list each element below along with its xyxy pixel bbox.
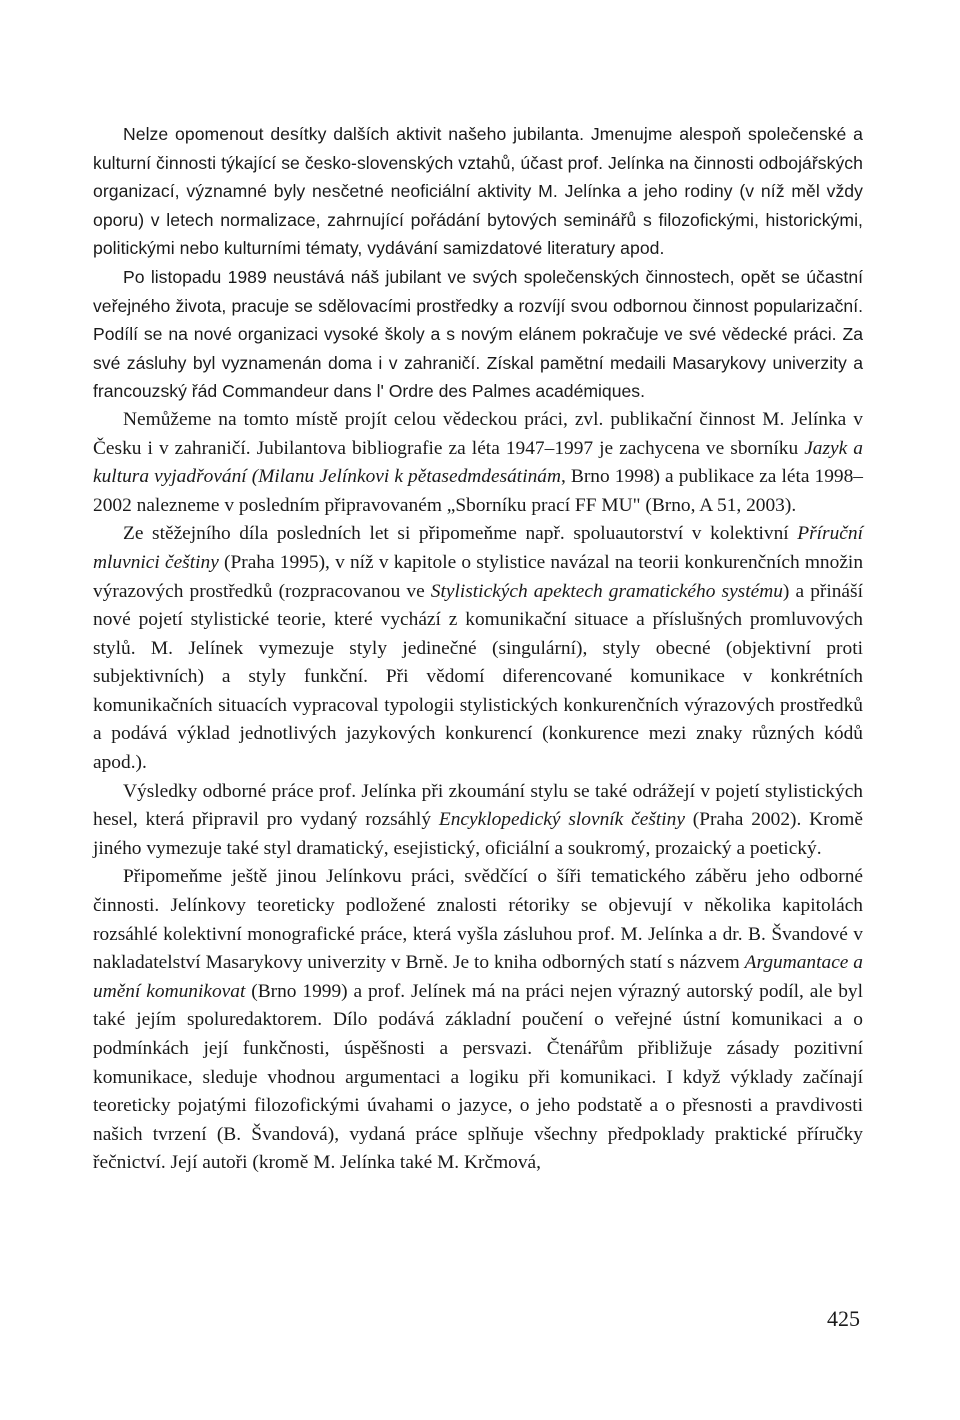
paragraph	[93, 520, 863, 777]
italic-title-text: Argumantace a umění komunikovat	[93, 952, 864, 1002]
paragraph-text: Výsledky odborné práce prof. Jelínka při zkoumání stylu se také odrážejí v pojetí stylistických hesel, která připravil pro vydaný rozsáhlý	[93, 780, 863, 831]
paragraph	[93, 863, 863, 1178]
paragraph-text: Po listopadu 1989 neustává náš jubilant ve svých společenských činnostech, opět se účastní veřejného života, pracuje se sdělovacími prostředky a rozvíjí svou odbornou činnost popularizační. Podílí se na nové organizaci vysoké školy a s novým elánem pokračuje ve své vědecké práci. Za své zásluhy byl vyznamenán doma i v zahraničí. Získal pamětní medaili Masarykovy univerzity a francouzský řád Commandeur dans l' Ordre des Palmes académiques.	[93, 266, 863, 402]
paragraph	[93, 120, 863, 263]
italic-title-text: Stylistických apektech gramatického systému	[430, 580, 783, 602]
italic-title-text: Příruční mluvnici češtiny	[93, 523, 863, 573]
paragraph	[93, 406, 863, 520]
paragraph-text: ) a přináší nové pojetí stylistické teorie, které vychází z komunikační situace a příslušných promluvových stylů. M. Jelínek vymezuje styly jedinečné (singulární), styly obecné (objektivní proti subjektivních) a styly funkční. Při vědomí diferencované komunikace v konkrétních komunikačních situacích vypracoval typologii stylistických konkurenčních výrazových prostředků a podává výklad jednotlivých jazykových konkurencí (konkurence mezi znaky různých kódů apod.).	[93, 580, 863, 774]
paragraph-text: , Brno 1998) a publikace za léta 1998–2002 nalezneme v posledním připravovaném „Sborníku prací FF MU" (Brno, A 51, 2003).	[93, 466, 863, 516]
paragraph-text: Nemůžeme na tomto místě projít celou vědeckou práci, zvl. publikační činnost M. Jelínka v Česku i v zahraničí. Jubilantova bibliografie za léta 1947–1997 je zachycena ve sborníku	[93, 408, 863, 459]
paragraph-text: Připomeňme ještě jinou Jelínkovu práci, svědčící o šíři tematického záběru jeho odborné činnosti. Jelínkovy teoreticky podložené znalosti rétoriky se objevují v několika kapitolách rozsáhlé kolektivní monografické práce, která vyšla zásluhou prof. M. Jelínka a dr. B. Švandové v nakladatelství Masarykovy univerzity v Brně. Je to kniha odborných statí s názvem	[93, 866, 863, 974]
paragraph-text: Nelze opomenout desítky dalších aktivit našeho jubilanta. Jmenujme alespoň společenské a kulturní činnosti týkající se česko-slovenských vztahů, účast prof. Jelínka na činnosti odbojářských organizací, významné byly nesčetné neoficiální aktivity M. Jelínka a jeho rodiny (v níž měl vždy oporu) v letech normalizace, zahrnující pořádání bytových seminářů s filozofickými, historickými, politickými nebo kulturními tématy, vydávání samizdatové literatury apod.	[93, 124, 863, 259]
paragraph	[93, 263, 863, 406]
paragraph	[93, 778, 863, 864]
paragraph-text: (Praha 2002). Kromě jiného vymezuje také styl dramatický, esejistický, oficiální a soukromý, prozaický a poetický.	[93, 809, 864, 859]
document-body	[93, 120, 863, 1178]
italic-title-text: Encyklopedický slovník češtiny	[438, 809, 685, 831]
page-number: 425	[827, 1306, 860, 1331]
italic-title-text: Jazyk a kultura vyjadřování (Milanu Jelínkovi k pětasedmdesátinám	[93, 437, 863, 488]
paragraph-text: (Praha 1995), v níž v kapitole o stylistice navázal na teorii konkurenčních množin výrazových prostředků (rozpracovanou ve	[93, 551, 864, 602]
paragraph-text: (Brno 1999) a prof. Jelínek má na práci nejen výrazný autorský podíl, ale byl také jejím spoluredaktorem. Dílo podává základní poučení o veřejné ústní komunikaci a o podmínkách její funkčnosti, úspěšnosti a persvazi. Čtenářům přibližuje zásady pozitivní komunikace, sleduje vhodnou argumentaci a logiku při komunikaci. I když výklady začínají teoreticky pojatými filozofickými úvahami o jazyce, o jeho podstatě a o přesnosti a pravdivosti našich tvrzení (B. Švandová), vydaná práce splňuje všechny předpoklady praktické příručky řečnictví. Její autoři (kromě M. Jelínka také M. Krčmová,	[93, 980, 863, 1174]
paragraph-text: Ze stěžejního díla posledních let si připomeňme např. spoluautorství v kolektivní	[123, 523, 798, 545]
